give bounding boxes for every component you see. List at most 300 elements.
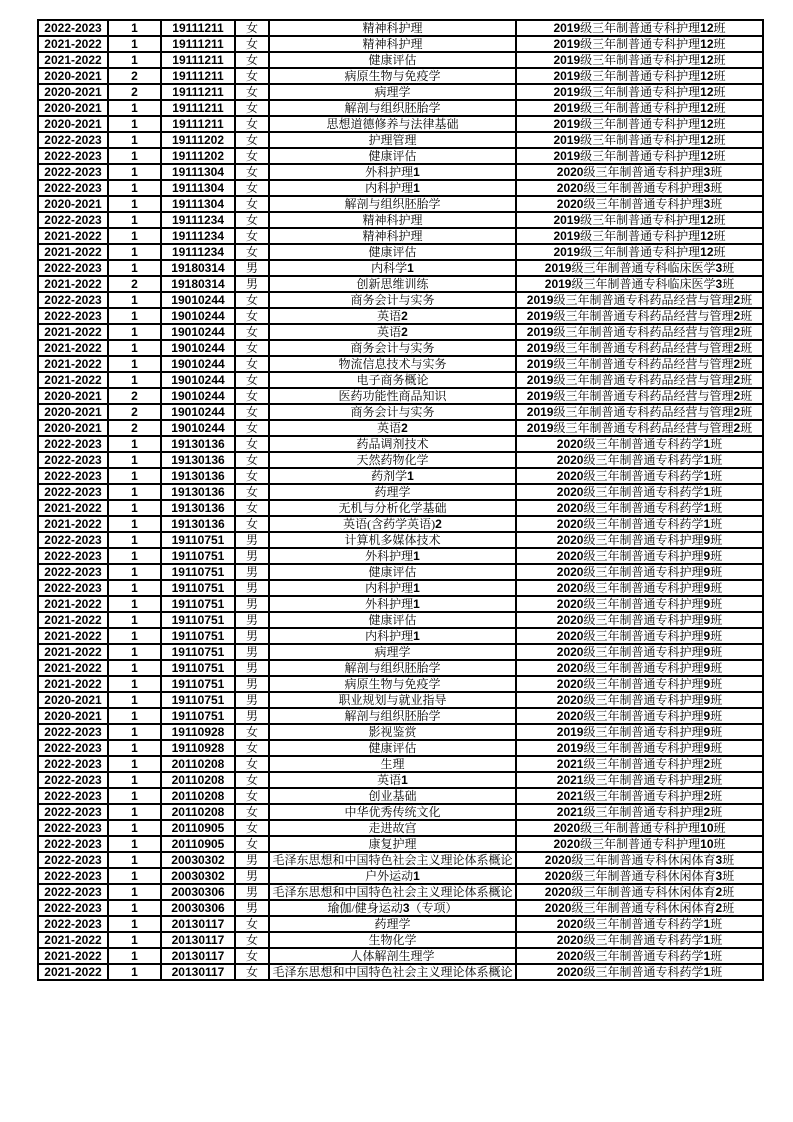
table-row xyxy=(38,276,763,292)
academic-year-cell: 2022-2023 xyxy=(38,724,108,740)
academic-year-cell: 2020-2021 xyxy=(38,420,108,436)
class-name-cell: 2021级三年制普通专科护理2班 xyxy=(516,788,763,804)
academic-year-cell: 2022-2023 xyxy=(38,148,108,164)
gender-cell: 女 xyxy=(235,68,269,84)
class-name-cell: 2019级三年制普通专科药品经营与管理2班 xyxy=(516,324,763,340)
table-row xyxy=(38,324,763,340)
table-row xyxy=(38,612,763,628)
academic-year-cell: 2022-2023 xyxy=(38,580,108,596)
student-id-cell: 19110751 xyxy=(161,644,235,660)
class-name-cell: 2019级三年制普通专科药品经营与管理2班 xyxy=(516,420,763,436)
course-name-cell: 内科护理1 xyxy=(269,180,516,196)
student-id-cell: 20110905 xyxy=(161,836,235,852)
gender-cell: 女 xyxy=(235,404,269,420)
table-row xyxy=(38,132,763,148)
table-row xyxy=(38,20,763,36)
academic-year-cell: 2021-2022 xyxy=(38,516,108,532)
course-name-cell: 内科护理1 xyxy=(269,580,516,596)
semester-cell: 1 xyxy=(108,644,161,660)
student-id-cell: 19110751 xyxy=(161,532,235,548)
table-row xyxy=(38,116,763,132)
semester-cell: 1 xyxy=(108,244,161,260)
academic-year-cell: 2022-2023 xyxy=(38,132,108,148)
academic-year-cell: 2022-2023 xyxy=(38,436,108,452)
academic-year-cell: 2022-2023 xyxy=(38,212,108,228)
course-name-cell: 内科护理1 xyxy=(269,628,516,644)
semester-cell: 1 xyxy=(108,324,161,340)
class-name-cell: 2020级三年制普通专科护理9班 xyxy=(516,612,763,628)
course-name-cell: 解剖与组织胚胎学 xyxy=(269,708,516,724)
academic-year-cell: 2021-2022 xyxy=(38,324,108,340)
gender-cell: 男 xyxy=(235,852,269,868)
academic-year-cell: 2020-2021 xyxy=(38,404,108,420)
course-name-cell: 病理学 xyxy=(269,644,516,660)
course-name-cell: 药品调剂技术 xyxy=(269,436,516,452)
student-id-cell: 19110751 xyxy=(161,708,235,724)
gender-cell: 男 xyxy=(235,612,269,628)
gender-cell: 男 xyxy=(235,676,269,692)
course-name-cell: 药理学 xyxy=(269,916,516,932)
academic-year-cell: 2022-2023 xyxy=(38,484,108,500)
semester-cell: 1 xyxy=(108,804,161,820)
semester-cell: 1 xyxy=(108,692,161,708)
class-name-cell: 2020级三年制普通专科护理10班 xyxy=(516,820,763,836)
semester-cell: 1 xyxy=(108,164,161,180)
course-name-cell: 医药功能性商品知识 xyxy=(269,388,516,404)
course-name-cell: 外科护理1 xyxy=(269,596,516,612)
student-id-cell: 20030302 xyxy=(161,852,235,868)
course-name-cell: 毛泽东思想和中国特色社会主义理论体系概论 xyxy=(269,964,516,980)
table-row xyxy=(38,340,763,356)
academic-year-cell: 2022-2023 xyxy=(38,852,108,868)
class-name-cell: 2020级三年制普通专科护理3班 xyxy=(516,196,763,212)
academic-year-cell: 2020-2021 xyxy=(38,68,108,84)
gender-cell: 女 xyxy=(235,436,269,452)
course-name-cell: 创新思维训练 xyxy=(269,276,516,292)
gender-cell: 女 xyxy=(235,964,269,980)
academic-year-cell: 2022-2023 xyxy=(38,532,108,548)
semester-cell: 1 xyxy=(108,260,161,276)
student-id-cell: 20130117 xyxy=(161,948,235,964)
gender-cell: 女 xyxy=(235,772,269,788)
semester-cell: 2 xyxy=(108,84,161,100)
student-id-cell: 19111202 xyxy=(161,148,235,164)
course-name-cell: 病原生物与免疫学 xyxy=(269,676,516,692)
gender-cell: 男 xyxy=(235,548,269,564)
semester-cell: 1 xyxy=(108,788,161,804)
class-name-cell: 2020级三年制普通专科药学1班 xyxy=(516,436,763,452)
gender-cell: 女 xyxy=(235,356,269,372)
class-name-cell: 2019级三年制普通专科药品经营与管理2班 xyxy=(516,308,763,324)
table-row xyxy=(38,548,763,564)
student-id-cell: 19130136 xyxy=(161,516,235,532)
academic-year-cell: 2022-2023 xyxy=(38,308,108,324)
academic-year-cell: 2022-2023 xyxy=(38,900,108,916)
gender-cell: 女 xyxy=(235,164,269,180)
academic-year-cell: 2020-2021 xyxy=(38,100,108,116)
table-row xyxy=(38,212,763,228)
class-name-cell: 2019级三年制普通专科护理12班 xyxy=(516,212,763,228)
table-row xyxy=(38,740,763,756)
class-name-cell: 2020级三年制普通专科护理9班 xyxy=(516,692,763,708)
table-row xyxy=(38,436,763,452)
course-name-cell: 商务会计与实务 xyxy=(269,292,516,308)
semester-cell: 1 xyxy=(108,932,161,948)
semester-cell: 1 xyxy=(108,868,161,884)
semester-cell: 1 xyxy=(108,900,161,916)
class-name-cell: 2020级三年制普通专科休闲体育3班 xyxy=(516,868,763,884)
academic-year-cell: 2020-2021 xyxy=(38,116,108,132)
gender-cell: 女 xyxy=(235,836,269,852)
student-id-cell: 20110208 xyxy=(161,772,235,788)
academic-year-cell: 2022-2023 xyxy=(38,468,108,484)
class-name-cell: 2020级三年制普通专科护理10班 xyxy=(516,836,763,852)
course-name-cell: 英语(含药学英语)2 xyxy=(269,516,516,532)
semester-cell: 1 xyxy=(108,740,161,756)
course-name-cell: 影视鉴赏 xyxy=(269,724,516,740)
table-row xyxy=(38,180,763,196)
course-name-cell: 精神科护理 xyxy=(269,36,516,52)
student-id-cell: 19111234 xyxy=(161,244,235,260)
academic-year-cell: 2021-2022 xyxy=(38,340,108,356)
course-name-cell: 解剖与组织胚胎学 xyxy=(269,196,516,212)
table-row xyxy=(38,196,763,212)
student-id-cell: 19111304 xyxy=(161,196,235,212)
course-name-cell: 精神科护理 xyxy=(269,20,516,36)
academic-year-cell: 2022-2023 xyxy=(38,836,108,852)
table-row xyxy=(38,724,763,740)
course-name-cell: 英语2 xyxy=(269,308,516,324)
class-name-cell: 2019级三年制普通专科护理12班 xyxy=(516,132,763,148)
semester-cell: 1 xyxy=(108,20,161,36)
class-name-cell: 2020级三年制普通专科休闲体育2班 xyxy=(516,900,763,916)
semester-cell: 1 xyxy=(108,116,161,132)
student-id-cell: 19130136 xyxy=(161,452,235,468)
table-row xyxy=(38,532,763,548)
student-id-cell: 19110751 xyxy=(161,548,235,564)
semester-cell: 2 xyxy=(108,68,161,84)
student-id-cell: 19010244 xyxy=(161,420,235,436)
course-name-cell: 创业基础 xyxy=(269,788,516,804)
course-name-cell: 药理学 xyxy=(269,484,516,500)
gender-cell: 女 xyxy=(235,292,269,308)
course-name-cell: 精神科护理 xyxy=(269,212,516,228)
semester-cell: 1 xyxy=(108,548,161,564)
semester-cell: 1 xyxy=(108,36,161,52)
class-name-cell: 2020级三年制普通专科护理9班 xyxy=(516,564,763,580)
gender-cell: 女 xyxy=(235,372,269,388)
semester-cell: 1 xyxy=(108,596,161,612)
gender-cell: 女 xyxy=(235,916,269,932)
student-id-cell: 20030306 xyxy=(161,884,235,900)
table-row xyxy=(38,100,763,116)
table-row xyxy=(38,948,763,964)
academic-year-cell: 2022-2023 xyxy=(38,20,108,36)
table-row xyxy=(38,644,763,660)
student-id-cell: 20130117 xyxy=(161,932,235,948)
table-row xyxy=(38,260,763,276)
gender-cell: 女 xyxy=(235,484,269,500)
table-row xyxy=(38,292,763,308)
semester-cell: 1 xyxy=(108,292,161,308)
course-name-cell: 解剖与组织胚胎学 xyxy=(269,660,516,676)
academic-year-cell: 2022-2023 xyxy=(38,916,108,932)
semester-cell: 1 xyxy=(108,708,161,724)
table-row xyxy=(38,148,763,164)
student-id-cell: 20130117 xyxy=(161,964,235,980)
gender-cell: 女 xyxy=(235,500,269,516)
course-name-cell: 外科护理1 xyxy=(269,548,516,564)
semester-cell: 1 xyxy=(108,628,161,644)
gender-cell: 女 xyxy=(235,388,269,404)
course-name-cell: 护理管理 xyxy=(269,132,516,148)
semester-cell: 1 xyxy=(108,52,161,68)
academic-year-cell: 2021-2022 xyxy=(38,276,108,292)
gender-cell: 女 xyxy=(235,116,269,132)
student-id-cell: 19111211 xyxy=(161,68,235,84)
student-id-cell: 19110751 xyxy=(161,612,235,628)
course-name-cell: 英语2 xyxy=(269,420,516,436)
course-name-cell: 健康评估 xyxy=(269,52,516,68)
course-name-cell: 毛泽东思想和中国特色社会主义理论体系概论 xyxy=(269,884,516,900)
class-name-cell: 2019级三年制普通专科药品经营与管理2班 xyxy=(516,404,763,420)
student-id-cell: 19110751 xyxy=(161,692,235,708)
table-row xyxy=(38,516,763,532)
gender-cell: 女 xyxy=(235,132,269,148)
table-row xyxy=(38,356,763,372)
student-id-cell: 19111304 xyxy=(161,164,235,180)
semester-cell: 1 xyxy=(108,132,161,148)
semester-cell: 1 xyxy=(108,852,161,868)
semester-cell: 1 xyxy=(108,452,161,468)
academic-year-cell: 2020-2021 xyxy=(38,196,108,212)
table-row xyxy=(38,820,763,836)
semester-cell: 1 xyxy=(108,836,161,852)
student-id-cell: 19110928 xyxy=(161,724,235,740)
student-id-cell: 19111211 xyxy=(161,84,235,100)
table-row xyxy=(38,868,763,884)
table-row xyxy=(38,404,763,420)
student-id-cell: 20110905 xyxy=(161,820,235,836)
student-id-cell: 19010244 xyxy=(161,324,235,340)
academic-year-cell: 2020-2021 xyxy=(38,388,108,404)
table-row xyxy=(38,596,763,612)
academic-year-cell: 2022-2023 xyxy=(38,260,108,276)
academic-year-cell: 2021-2022 xyxy=(38,964,108,980)
table-row xyxy=(38,468,763,484)
table-row xyxy=(38,660,763,676)
class-name-cell: 2020级三年制普通专科药学1班 xyxy=(516,452,763,468)
student-id-cell: 20030302 xyxy=(161,868,235,884)
class-name-cell: 2020级三年制普通专科药学1班 xyxy=(516,468,763,484)
course-name-cell: 英语2 xyxy=(269,324,516,340)
course-name-cell: 户外运动1 xyxy=(269,868,516,884)
course-name-cell: 康复护理 xyxy=(269,836,516,852)
gender-cell: 男 xyxy=(235,596,269,612)
student-id-cell: 19130136 xyxy=(161,468,235,484)
class-name-cell: 2021级三年制普通专科护理2班 xyxy=(516,756,763,772)
academic-year-cell: 2021-2022 xyxy=(38,628,108,644)
course-name-cell: 毛泽东思想和中国特色社会主义理论体系概论 xyxy=(269,852,516,868)
course-name-cell: 商务会计与实务 xyxy=(269,340,516,356)
student-id-cell: 19111211 xyxy=(161,100,235,116)
class-name-cell: 2019级三年制普通专科护理9班 xyxy=(516,724,763,740)
student-id-cell: 19010244 xyxy=(161,356,235,372)
academic-year-cell: 2022-2023 xyxy=(38,804,108,820)
gender-cell: 男 xyxy=(235,628,269,644)
table-row xyxy=(38,52,763,68)
gender-cell: 女 xyxy=(235,756,269,772)
semester-cell: 1 xyxy=(108,212,161,228)
gender-cell: 女 xyxy=(235,932,269,948)
class-name-cell: 2020级三年制普通专科药学1班 xyxy=(516,916,763,932)
table-row xyxy=(38,36,763,52)
academic-year-cell: 2020-2021 xyxy=(38,84,108,100)
semester-cell: 1 xyxy=(108,148,161,164)
semester-cell: 1 xyxy=(108,724,161,740)
class-name-cell: 2019级三年制普通专科护理12班 xyxy=(516,116,763,132)
gender-cell: 男 xyxy=(235,868,269,884)
gender-cell: 女 xyxy=(235,20,269,36)
student-id-cell: 19110751 xyxy=(161,660,235,676)
table-row xyxy=(38,452,763,468)
student-id-cell: 19111202 xyxy=(161,132,235,148)
academic-year-cell: 2021-2022 xyxy=(38,52,108,68)
semester-cell: 1 xyxy=(108,100,161,116)
class-name-cell: 2019级三年制普通专科护理12班 xyxy=(516,52,763,68)
course-name-cell: 药剂学1 xyxy=(269,468,516,484)
class-name-cell: 2020级三年制普通专科护理9班 xyxy=(516,580,763,596)
semester-cell: 1 xyxy=(108,356,161,372)
semester-cell: 1 xyxy=(108,564,161,580)
class-name-cell: 2020级三年制普通专科药学1班 xyxy=(516,964,763,980)
table-row xyxy=(38,692,763,708)
table-row xyxy=(38,500,763,516)
student-id-cell: 19010244 xyxy=(161,340,235,356)
semester-cell: 1 xyxy=(108,484,161,500)
class-name-cell: 2020级三年制普通专科药学1班 xyxy=(516,932,763,948)
table-row xyxy=(38,372,763,388)
student-id-cell: 19130136 xyxy=(161,484,235,500)
class-name-cell: 2020级三年制普通专科药学1班 xyxy=(516,484,763,500)
academic-year-cell: 2022-2023 xyxy=(38,180,108,196)
student-id-cell: 19010244 xyxy=(161,372,235,388)
gender-cell: 男 xyxy=(235,532,269,548)
gender-cell: 女 xyxy=(235,788,269,804)
table-row xyxy=(38,164,763,180)
semester-cell: 1 xyxy=(108,340,161,356)
gender-cell: 男 xyxy=(235,260,269,276)
student-id-cell: 19111211 xyxy=(161,52,235,68)
class-name-cell: 2020级三年制普通专科休闲体育3班 xyxy=(516,852,763,868)
class-name-cell: 2019级三年制普通专科护理12班 xyxy=(516,148,763,164)
academic-year-cell: 2021-2022 xyxy=(38,36,108,52)
academic-year-cell: 2021-2022 xyxy=(38,500,108,516)
student-id-cell: 20110208 xyxy=(161,756,235,772)
gender-cell: 女 xyxy=(235,212,269,228)
course-name-cell: 物流信息技术与实务 xyxy=(269,356,516,372)
gender-cell: 女 xyxy=(235,180,269,196)
student-id-cell: 19110751 xyxy=(161,596,235,612)
student-id-cell: 20030306 xyxy=(161,900,235,916)
semester-cell: 1 xyxy=(108,916,161,932)
student-id-cell: 19111234 xyxy=(161,228,235,244)
semester-cell: 2 xyxy=(108,420,161,436)
academic-year-cell: 2022-2023 xyxy=(38,756,108,772)
student-course-table xyxy=(37,19,764,981)
semester-cell: 1 xyxy=(108,580,161,596)
class-name-cell: 2020级三年制普通专科护理9班 xyxy=(516,660,763,676)
course-name-cell: 中华优秀传统文化 xyxy=(269,804,516,820)
course-name-cell: 思想道德修养与法律基础 xyxy=(269,116,516,132)
semester-cell: 1 xyxy=(108,468,161,484)
table-row xyxy=(38,932,763,948)
class-name-cell: 2020级三年制普通专科药学1班 xyxy=(516,516,763,532)
student-id-cell: 20110208 xyxy=(161,788,235,804)
semester-cell: 1 xyxy=(108,516,161,532)
table-row xyxy=(38,916,763,932)
records-table-body xyxy=(38,20,763,980)
student-id-cell: 19111304 xyxy=(161,180,235,196)
academic-year-cell: 2022-2023 xyxy=(38,868,108,884)
student-id-cell: 19111211 xyxy=(161,36,235,52)
academic-year-cell: 2021-2022 xyxy=(38,596,108,612)
course-name-cell: 健康评估 xyxy=(269,148,516,164)
academic-year-cell: 2021-2022 xyxy=(38,228,108,244)
table-row xyxy=(38,68,763,84)
student-id-cell: 19010244 xyxy=(161,292,235,308)
class-name-cell: 2019级三年制普通专科护理9班 xyxy=(516,740,763,756)
academic-year-cell: 2022-2023 xyxy=(38,884,108,900)
class-name-cell: 2020级三年制普通专科药学1班 xyxy=(516,500,763,516)
gender-cell: 女 xyxy=(235,100,269,116)
student-id-cell: 19110751 xyxy=(161,564,235,580)
semester-cell: 1 xyxy=(108,820,161,836)
gender-cell: 女 xyxy=(235,452,269,468)
table-row xyxy=(38,900,763,916)
table-row xyxy=(38,964,763,980)
academic-year-cell: 2022-2023 xyxy=(38,452,108,468)
gender-cell: 女 xyxy=(235,324,269,340)
gender-cell: 女 xyxy=(235,468,269,484)
student-id-cell: 19111211 xyxy=(161,116,235,132)
academic-year-cell: 2022-2023 xyxy=(38,788,108,804)
class-name-cell: 2019级三年制普通专科药品经营与管理2班 xyxy=(516,356,763,372)
course-name-cell: 健康评估 xyxy=(269,612,516,628)
course-name-cell: 无机与分析化学基础 xyxy=(269,500,516,516)
course-name-cell: 走进故宫 xyxy=(269,820,516,836)
gender-cell: 女 xyxy=(235,196,269,212)
course-name-cell: 解剖与组织胚胎学 xyxy=(269,100,516,116)
gender-cell: 女 xyxy=(235,228,269,244)
student-id-cell: 19130136 xyxy=(161,500,235,516)
class-name-cell: 2019级三年制普通专科护理12班 xyxy=(516,20,763,36)
semester-cell: 1 xyxy=(108,884,161,900)
class-name-cell: 2020级三年制普通专科药学1班 xyxy=(516,948,763,964)
student-id-cell: 19110751 xyxy=(161,580,235,596)
academic-year-cell: 2021-2022 xyxy=(38,932,108,948)
table-row xyxy=(38,420,763,436)
class-name-cell: 2020级三年制普通专科护理9班 xyxy=(516,644,763,660)
gender-cell: 男 xyxy=(235,660,269,676)
gender-cell: 男 xyxy=(235,884,269,900)
gender-cell: 男 xyxy=(235,564,269,580)
academic-year-cell: 2021-2022 xyxy=(38,660,108,676)
course-name-cell: 职业规划与就业指导 xyxy=(269,692,516,708)
course-name-cell: 病原生物与免疫学 xyxy=(269,68,516,84)
course-name-cell: 内科学1 xyxy=(269,260,516,276)
table-row xyxy=(38,884,763,900)
